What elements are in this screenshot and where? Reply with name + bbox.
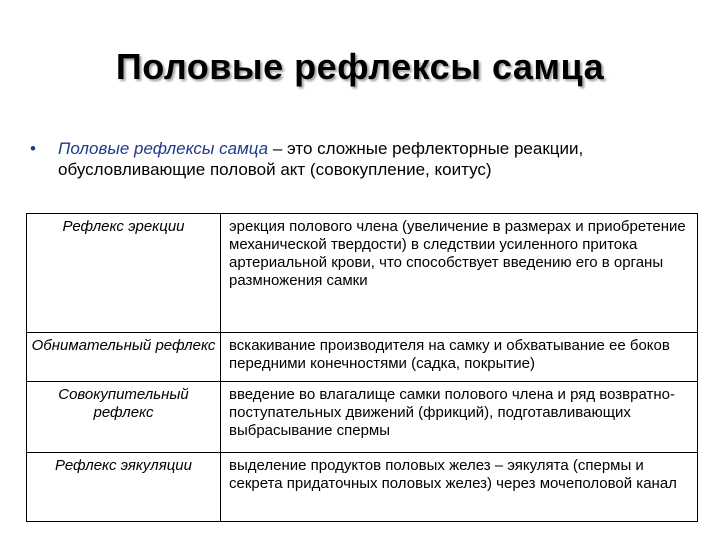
intro-definition: – это сложные рефлекторные реакции, обусловливающие половой акт (совокупление, коитус) <box>58 139 584 179</box>
slide-title: Половые рефлексы самца <box>115 46 605 87</box>
reflex-description: выделение продуктов половых желез – эякулята (спермы и секрета придаточных половых желез) через мочеполовой канал <box>221 453 698 522</box>
reflex-name: Рефлекс эрекции <box>27 214 221 333</box>
bullet-icon: • <box>30 139 36 158</box>
reflex-name: Обнимательный рефлекс <box>27 333 221 382</box>
reflex-description: вскакивание производителя на самку и обхватывание ее боков передними конечностями (садка, покрытие) <box>221 333 698 382</box>
table-row <box>27 214 698 333</box>
table-row <box>27 453 698 522</box>
intro-text <box>58 138 698 180</box>
table-row <box>27 382 698 453</box>
reflex-description: введение во влагалище самки полового члена и ряд возвратно-поступательных движений (фрикций), подготавливающих выбрасывание спермы <box>221 382 698 453</box>
reflex-name: Рефлекс эякуляции <box>27 453 221 522</box>
reflex-table <box>26 213 698 522</box>
reflex-name: Совокупительный рефлекс <box>27 382 221 453</box>
intro-term: Половые рефлексы самца <box>58 139 269 158</box>
table-row <box>27 333 698 382</box>
reflex-description: эрекция полового члена (увеличение в размерах и приобретение механической твердости) в следствии усиленного притока артериальной крови, что способствует введению его в органы размножения самки <box>221 214 698 333</box>
